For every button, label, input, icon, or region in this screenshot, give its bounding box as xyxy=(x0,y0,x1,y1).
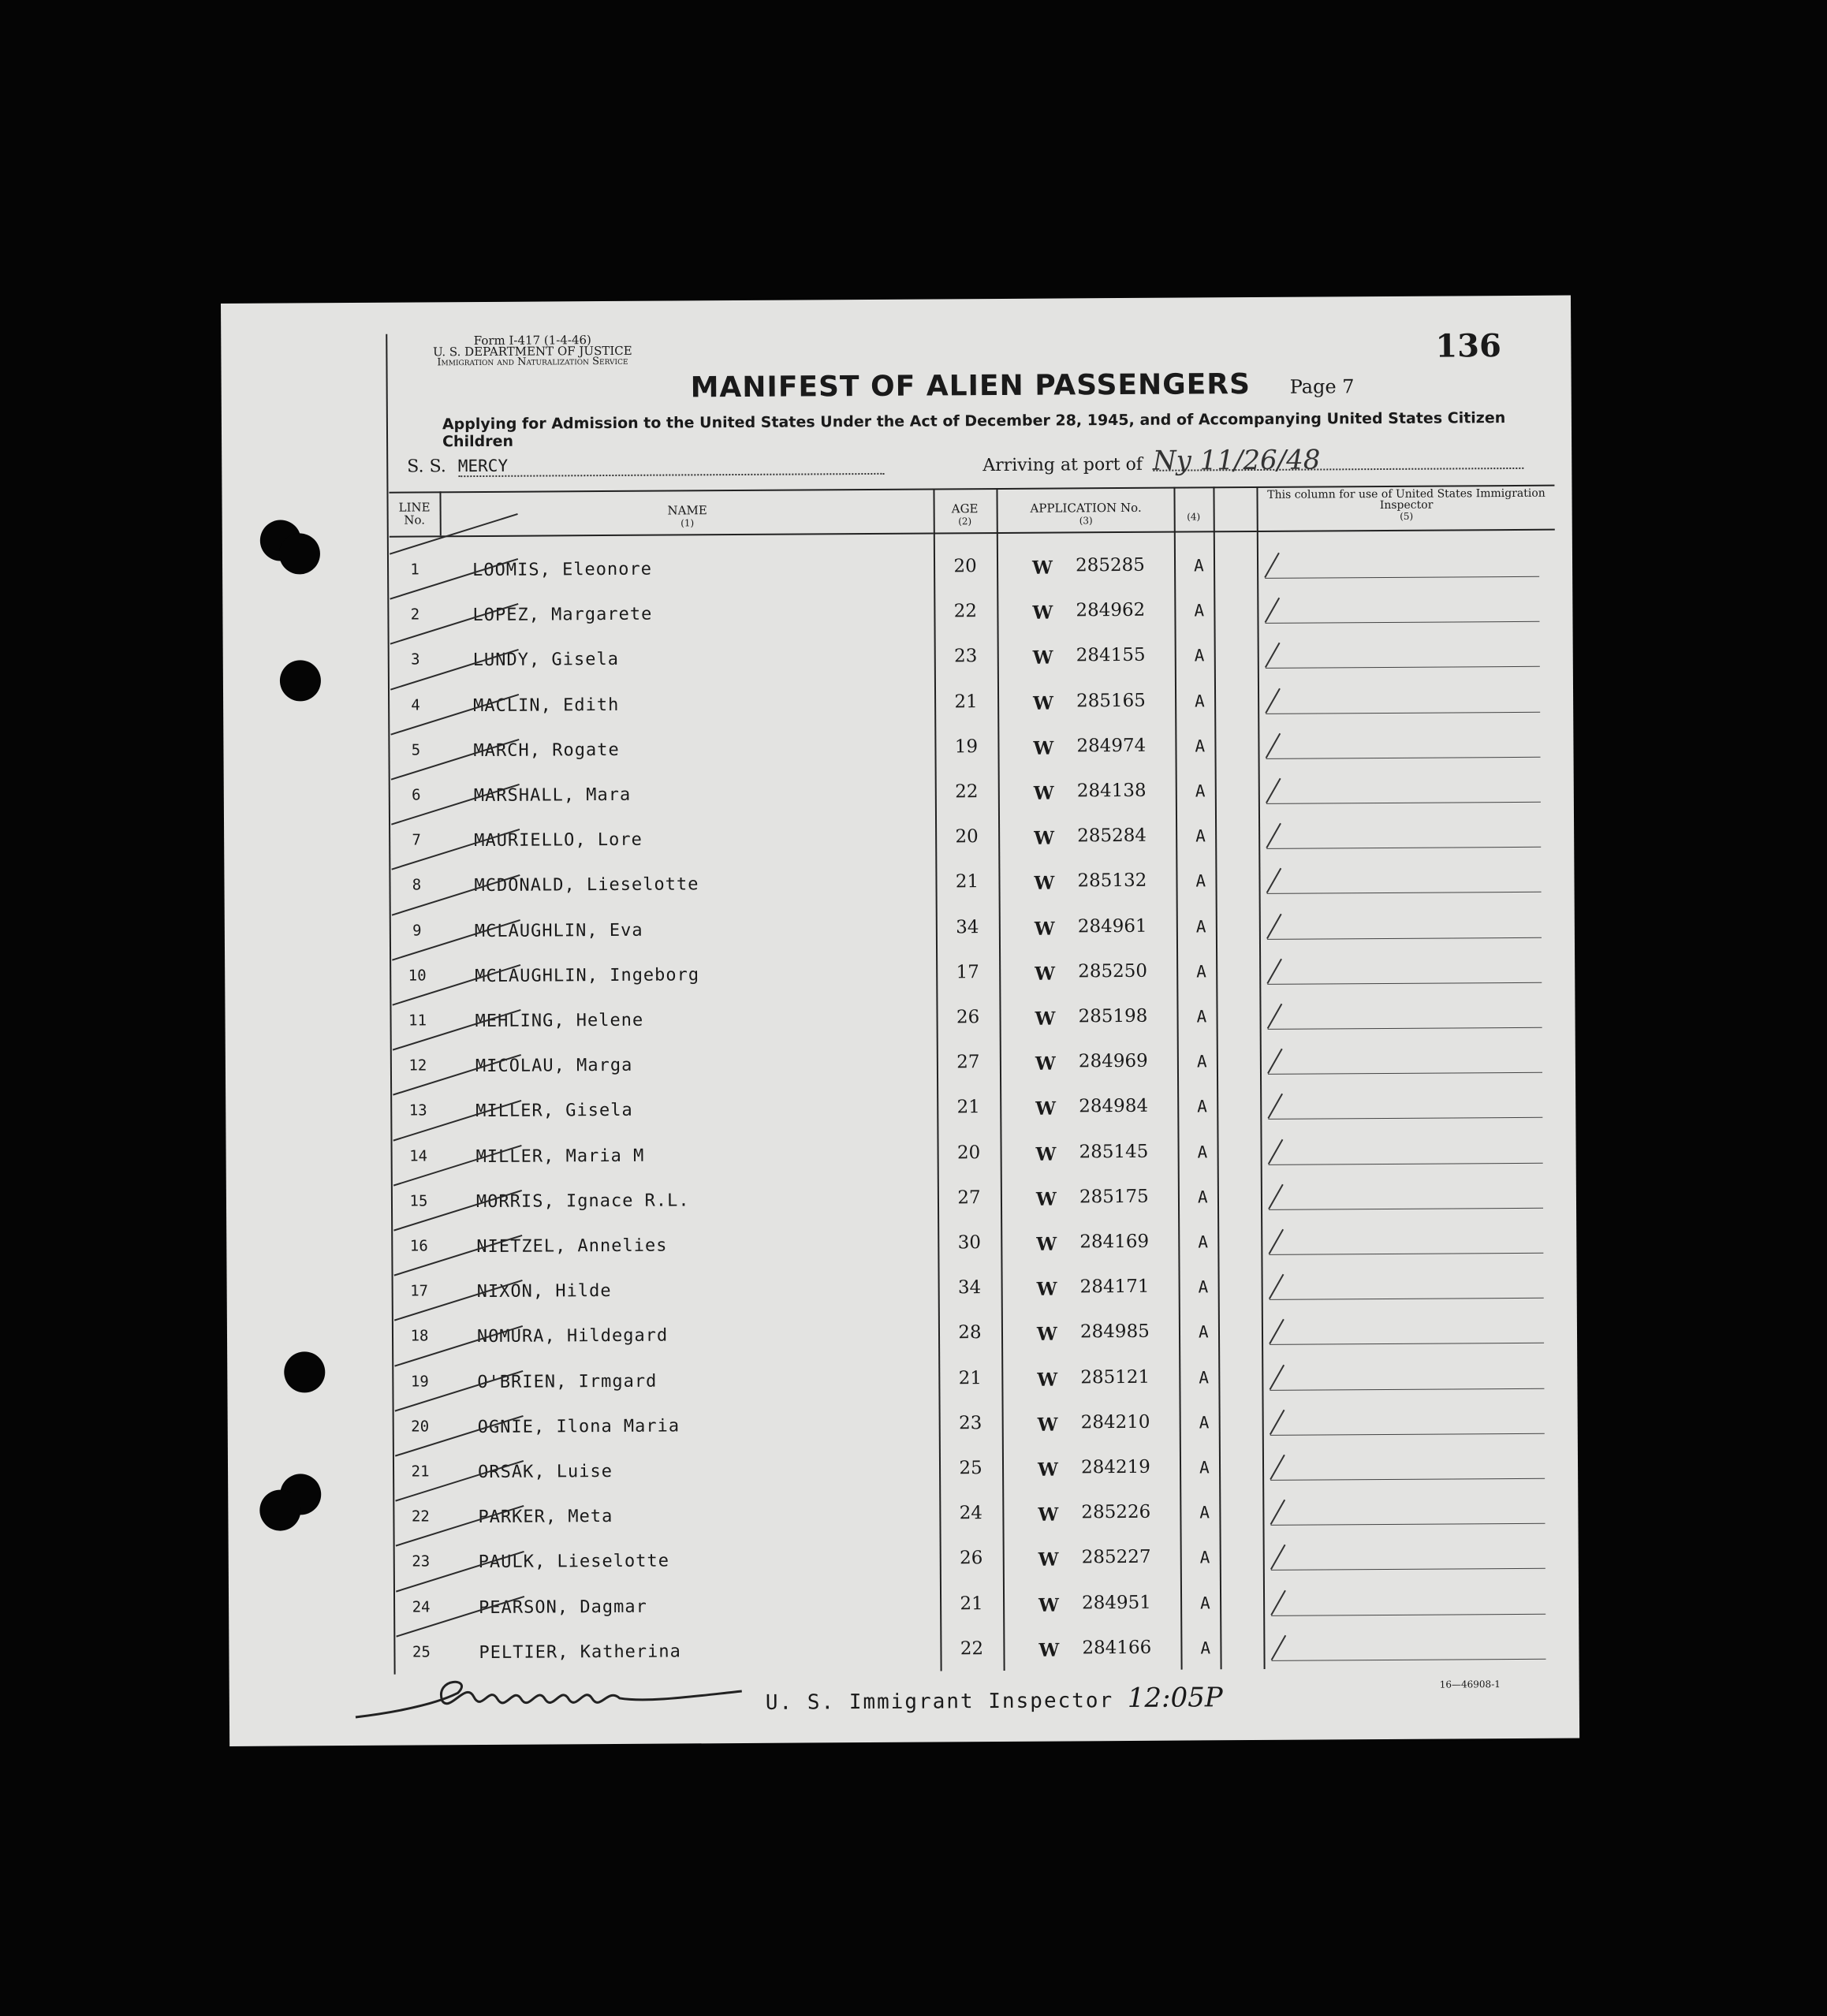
inspector-rule xyxy=(1269,1253,1543,1255)
inspector-tick xyxy=(1266,733,1281,758)
inspector-rule xyxy=(1266,711,1540,714)
page-title: MANIFEST OF ALIEN PASSENGERS xyxy=(690,368,1251,404)
table-row xyxy=(390,580,1555,632)
table-row xyxy=(394,1347,1560,1399)
inspector-tick xyxy=(1270,1410,1285,1435)
application-number: 284969 xyxy=(1078,1051,1148,1072)
class-code: A xyxy=(1195,916,1206,937)
passenger-name: MICOLAU, Marga xyxy=(475,1056,633,1077)
class-code: A xyxy=(1195,826,1206,846)
passenger-name: PEARSON, Dagmar xyxy=(479,1597,647,1618)
line-number: 17 xyxy=(410,1282,429,1300)
header-col4: (4) xyxy=(1187,511,1201,523)
application-prefix: W xyxy=(1035,1053,1056,1075)
application-prefix: W xyxy=(1033,692,1054,714)
class-code: A xyxy=(1196,1052,1207,1071)
application-number: 285227 xyxy=(1081,1547,1151,1568)
passenger-age: 21 xyxy=(955,871,979,892)
application-number: 284171 xyxy=(1079,1276,1150,1298)
passenger-age: 20 xyxy=(953,556,977,577)
inspector-tick xyxy=(1269,1274,1284,1299)
table-row xyxy=(393,1166,1559,1218)
class-code: A xyxy=(1198,1277,1209,1297)
line-number: 5 xyxy=(411,741,421,759)
passenger-age: 23 xyxy=(954,646,978,667)
table-row xyxy=(390,670,1556,722)
passenger-name: MCDONALD, Lieselotte xyxy=(474,874,699,896)
line-number: 18 xyxy=(410,1327,429,1345)
inspector-tick xyxy=(1266,959,1282,984)
inspector-tick xyxy=(1264,553,1280,578)
application-prefix: W xyxy=(1038,1504,1059,1526)
inspector-rule xyxy=(1267,937,1542,939)
inspector-rule xyxy=(1266,802,1541,804)
passenger-age: 22 xyxy=(953,601,978,622)
inspector-tick xyxy=(1270,1364,1285,1389)
table-row xyxy=(391,806,1557,858)
passenger-name: ORSAK, Luise xyxy=(477,1461,613,1483)
header-age: AGE (2) xyxy=(951,501,979,527)
table-row xyxy=(392,896,1557,948)
port-value: Ny 11/26/48 xyxy=(1153,450,1523,471)
sheet-number: 136 xyxy=(1435,327,1502,365)
passenger-name: MARCH, Rogate xyxy=(473,740,620,761)
passenger-name: PARKER, Meta xyxy=(478,1507,613,1528)
passenger-name: MILLER, Gisela xyxy=(475,1101,633,1122)
application-prefix: W xyxy=(1034,872,1055,895)
inspector-rule xyxy=(1269,1162,1543,1165)
class-code: A xyxy=(1194,646,1205,665)
inspector-rule xyxy=(1268,1117,1542,1120)
application-prefix: W xyxy=(1033,782,1054,804)
inspector-tick xyxy=(1269,1229,1284,1254)
page-label: Page 7 xyxy=(1289,375,1355,398)
header-rule xyxy=(1257,529,1555,532)
passenger-age: 27 xyxy=(957,1187,981,1209)
inspector-tick xyxy=(1270,1589,1286,1615)
table-row xyxy=(391,851,1557,903)
application-number: 285284 xyxy=(1077,825,1147,847)
line-number: 14 xyxy=(409,1147,428,1165)
inspector-rule xyxy=(1272,1659,1546,1661)
application-prefix: W xyxy=(1037,1369,1058,1391)
application-prefix: W xyxy=(1032,602,1053,624)
class-code: A xyxy=(1196,962,1206,982)
class-code: A xyxy=(1200,1593,1210,1613)
passenger-name: NIETZEL, Annelies xyxy=(476,1235,668,1258)
passenger-name: OGNIE, Ilona Maria xyxy=(477,1416,680,1437)
header-name: NAME (1) xyxy=(667,503,707,529)
table-row xyxy=(390,715,1556,767)
table-row xyxy=(393,1121,1558,1173)
inspector-rule xyxy=(1265,621,1539,624)
passenger-name: O'BRIEN, Irmgard xyxy=(477,1371,658,1392)
application-prefix: W xyxy=(1034,918,1055,940)
application-prefix: W xyxy=(1036,1278,1057,1300)
class-code: A xyxy=(1195,736,1206,756)
passenger-age: 26 xyxy=(960,1548,983,1569)
application-number: 285226 xyxy=(1081,1502,1151,1523)
application-number: 284155 xyxy=(1076,645,1146,666)
application-prefix: W xyxy=(1038,1639,1060,1661)
passenger-name: LUNDY, Gisela xyxy=(472,650,620,671)
inspector-tick xyxy=(1266,913,1282,938)
header-inspector: This column for use of United States Immigration Inspector (5) xyxy=(1267,486,1545,522)
table-row xyxy=(390,535,1555,587)
table-row xyxy=(393,1076,1558,1128)
application-prefix: W xyxy=(1032,647,1053,669)
line-number: 9 xyxy=(412,922,422,940)
inspector-rule xyxy=(1270,1433,1545,1436)
passenger-name: MILLER, Maria M xyxy=(475,1146,645,1167)
passenger-name: NIXON, Hilde xyxy=(476,1281,612,1302)
passenger-name: PAULK, Lieselotte xyxy=(478,1551,670,1573)
inspector-rule xyxy=(1271,1613,1545,1615)
inspection-time: 12:05P xyxy=(1127,1682,1223,1715)
inspector-rule xyxy=(1270,1523,1545,1526)
inspector-tick xyxy=(1270,1545,1286,1570)
inspector-tick xyxy=(1267,1004,1283,1029)
class-code: A xyxy=(1200,1638,1211,1658)
inspector-tick xyxy=(1266,823,1281,848)
application-prefix: W xyxy=(1036,1233,1057,1255)
passenger-age: 34 xyxy=(956,916,979,937)
application-number: 284219 xyxy=(1080,1456,1150,1478)
application-number: 285285 xyxy=(1075,554,1145,576)
line-number: 15 xyxy=(409,1192,428,1210)
inspector-tick xyxy=(1270,1500,1286,1525)
inspector-tick xyxy=(1266,868,1282,893)
inspector-tick xyxy=(1265,643,1281,668)
inspector-label: U. S. Immigrant Inspector 12:05P xyxy=(765,1682,1223,1715)
manifest-page xyxy=(221,296,1579,1746)
application-number: 285250 xyxy=(1078,960,1148,982)
inspector-rule xyxy=(1270,1478,1545,1481)
passenger-age: 21 xyxy=(958,1367,982,1388)
passenger-age: 28 xyxy=(958,1322,982,1343)
passenger-age: 34 xyxy=(957,1277,982,1299)
line-number: 6 xyxy=(412,786,421,804)
inspector-rule xyxy=(1271,1568,1545,1571)
application-prefix: W xyxy=(1031,557,1053,579)
class-code: A xyxy=(1197,1097,1207,1116)
table-row xyxy=(396,1572,1561,1624)
table-row xyxy=(393,1257,1559,1309)
line-number: 25 xyxy=(412,1643,431,1661)
inspector-tick xyxy=(1266,778,1281,803)
application-number: 284984 xyxy=(1079,1096,1149,1117)
line-number: 10 xyxy=(408,967,427,985)
line-number: 23 xyxy=(412,1552,431,1571)
inspector-rule xyxy=(1267,892,1542,894)
class-code: A xyxy=(1199,1413,1210,1433)
passenger-name: MAURIELLO, Lore xyxy=(474,829,643,851)
application-prefix: W xyxy=(1035,1188,1057,1210)
application-prefix: W xyxy=(1035,963,1056,985)
table-row xyxy=(393,1031,1558,1083)
inspector-rule xyxy=(1270,1298,1544,1300)
application-number: 285175 xyxy=(1079,1186,1149,1208)
passenger-name: MCLAUGHLIN, Eva xyxy=(474,920,643,941)
line-number: 3 xyxy=(410,650,420,669)
passenger-age: 19 xyxy=(954,736,979,758)
class-code: A xyxy=(1198,1232,1209,1252)
application-number: 284166 xyxy=(1082,1637,1152,1659)
application-number: 285132 xyxy=(1077,870,1147,892)
application-number: 284985 xyxy=(1079,1321,1150,1343)
class-code: A xyxy=(1195,691,1205,711)
table-row xyxy=(392,941,1557,993)
port-label: Arriving at port of xyxy=(982,454,1143,476)
table-row xyxy=(396,1617,1561,1669)
department: U. S. DEPARTMENT OF JUSTICE xyxy=(433,343,632,360)
line-number: 19 xyxy=(410,1373,429,1391)
punch-hole xyxy=(284,1351,325,1392)
line-number: 2 xyxy=(410,606,420,624)
passenger-name: LOOMIS, Eleonore xyxy=(472,559,653,581)
table-row xyxy=(394,1392,1560,1444)
class-code: A xyxy=(1198,1322,1209,1342)
page-footer xyxy=(348,1663,1531,1725)
inspector-rule xyxy=(1268,1027,1542,1030)
application-number: 285121 xyxy=(1080,1366,1150,1388)
passenger-name: MEHLING, Helene xyxy=(475,1010,644,1032)
application-prefix: W xyxy=(1037,1459,1058,1481)
passenger-age: 22 xyxy=(960,1638,984,1660)
ship-label: S. S. xyxy=(407,456,446,477)
application-number: 284169 xyxy=(1079,1231,1150,1253)
application-number: 285165 xyxy=(1076,690,1146,711)
inspector-rule xyxy=(1266,757,1541,759)
passenger-age: 20 xyxy=(956,1142,981,1163)
inspector-tick xyxy=(1265,598,1281,623)
passenger-age: 26 xyxy=(956,1007,980,1028)
inspector-tick xyxy=(1268,1138,1284,1164)
table-row xyxy=(395,1437,1560,1489)
passenger-age: 25 xyxy=(959,1458,982,1479)
form-stamp: 16—46908-1 xyxy=(1439,1679,1501,1690)
inspector-tick xyxy=(1267,1094,1283,1119)
header-rule xyxy=(390,532,934,537)
passenger-age: 27 xyxy=(956,1052,980,1073)
application-prefix: W xyxy=(1033,737,1054,759)
line-number: 1 xyxy=(410,561,419,579)
passenger-name: NOMURA, Hildegard xyxy=(476,1325,669,1347)
passenger-age: 20 xyxy=(955,826,979,848)
passenger-name: PELTIER, Katherina xyxy=(479,1641,681,1663)
inspector-rule xyxy=(1269,1208,1543,1210)
table-row xyxy=(395,1482,1560,1534)
passenger-age: 21 xyxy=(954,691,978,712)
inspector-rule xyxy=(1265,576,1539,579)
passenger-age: 22 xyxy=(955,781,979,803)
inspector-tick xyxy=(1269,1319,1284,1344)
passenger-age: 21 xyxy=(956,1097,980,1118)
class-code: A xyxy=(1195,871,1206,891)
passenger-name: LOPEZ, Margarete xyxy=(472,604,653,626)
application-number: 284951 xyxy=(1082,1592,1151,1613)
class-code: A xyxy=(1197,1142,1208,1162)
application-prefix: W xyxy=(1036,1323,1057,1346)
inspector-tick xyxy=(1268,1184,1284,1209)
ship-name: MERCY xyxy=(458,454,884,477)
passenger-table xyxy=(389,485,1561,1690)
line-number: 11 xyxy=(408,1012,427,1030)
application-prefix: W xyxy=(1038,1594,1060,1616)
line-number: 20 xyxy=(411,1418,430,1436)
punch-hole xyxy=(279,533,320,574)
application-number: 284138 xyxy=(1076,780,1147,802)
class-code: A xyxy=(1199,1548,1210,1567)
form-number: Form I-417 (1-4-46) xyxy=(473,333,591,348)
inspector-rule xyxy=(1266,847,1541,849)
passenger-name: MARSHALL, Mara xyxy=(473,784,632,807)
application-number: 284962 xyxy=(1076,600,1146,621)
passenger-age: 30 xyxy=(957,1232,982,1254)
application-number: 284210 xyxy=(1080,1411,1150,1433)
punch-hole xyxy=(259,1489,300,1530)
passenger-age: 17 xyxy=(956,961,979,983)
inspector-rule xyxy=(1270,1388,1544,1390)
application-number: 285145 xyxy=(1079,1141,1149,1162)
inspector-rule xyxy=(1270,1343,1544,1345)
table-row xyxy=(394,1302,1560,1354)
table-row xyxy=(392,986,1557,1038)
application-number: 284961 xyxy=(1077,915,1147,937)
application-prefix: W xyxy=(1034,827,1055,849)
class-code: A xyxy=(1195,781,1206,801)
passenger-name: MACLIN, Edith xyxy=(473,695,620,716)
inspector-tick xyxy=(1271,1634,1287,1660)
ship-field xyxy=(407,454,884,478)
punch-hole xyxy=(280,660,321,701)
passenger-name: MORRIS, Ignace R.L. xyxy=(475,1191,690,1212)
line-number: 21 xyxy=(411,1463,430,1481)
application-number: 285198 xyxy=(1078,1005,1148,1027)
inspector-tick xyxy=(1267,1049,1283,1074)
application-prefix: W xyxy=(1035,1097,1057,1120)
table-row xyxy=(396,1527,1561,1579)
class-code: A xyxy=(1199,1503,1210,1522)
line-number: 8 xyxy=(412,876,422,894)
passenger-age: 24 xyxy=(959,1503,983,1524)
line-number: 13 xyxy=(408,1101,427,1120)
header-rule xyxy=(934,531,1257,535)
inspector-rule xyxy=(1268,1072,1542,1075)
inspector-rule xyxy=(1266,666,1540,669)
table-row xyxy=(391,761,1557,813)
inspector-rule xyxy=(1267,982,1542,985)
application-prefix: W xyxy=(1037,1414,1058,1436)
port-field xyxy=(982,444,1523,477)
header-line-no: LINE No. xyxy=(398,500,431,527)
line-number: 24 xyxy=(412,1598,431,1616)
table-row xyxy=(390,625,1556,677)
passenger-age: 21 xyxy=(960,1593,983,1614)
passenger-name: MCLAUGHLIN, Ingeborg xyxy=(475,965,700,986)
header-application: APPLICATION No. (3) xyxy=(1030,500,1142,527)
line-number: 7 xyxy=(412,831,421,849)
form-identifier xyxy=(386,334,678,368)
service: Immigration and Naturalization Service xyxy=(437,355,628,369)
class-code: A xyxy=(1196,1007,1207,1027)
application-prefix: W xyxy=(1038,1548,1059,1571)
inspector-signature xyxy=(348,1668,758,1725)
application-prefix: W xyxy=(1035,1008,1056,1030)
line-number: 16 xyxy=(409,1237,428,1255)
class-code: A xyxy=(1197,1187,1208,1207)
table-row xyxy=(393,1212,1559,1264)
line-number: 4 xyxy=(411,696,420,714)
application-prefix: W xyxy=(1035,1143,1057,1165)
line-number: 12 xyxy=(408,1056,427,1075)
inspector-tick xyxy=(1265,688,1281,713)
application-number: 284974 xyxy=(1076,735,1147,757)
page-subtitle: Applying for Admission to the United States Under the Act of December 28, 1945, and of Accompanying United States Citizen Children xyxy=(442,409,1506,451)
passenger-age: 23 xyxy=(958,1412,982,1434)
class-code: A xyxy=(1199,1367,1210,1388)
line-number: 22 xyxy=(411,1507,430,1526)
class-code: A xyxy=(1193,556,1204,576)
inspector-tick xyxy=(1270,1455,1285,1480)
class-code: A xyxy=(1194,601,1205,620)
class-code: A xyxy=(1199,1458,1210,1478)
